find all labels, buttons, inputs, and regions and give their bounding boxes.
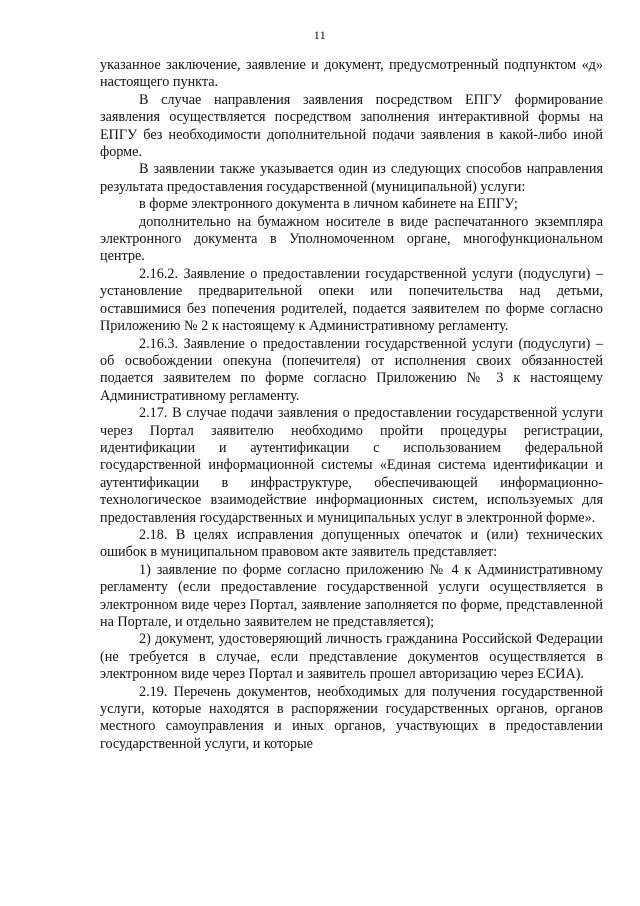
paragraph-2-16-3: 2.16.3. Заявление о предоставлении государственной услуги (подуслуги) – об освобождении опекуна (попечителя) от исполнения своих обязанностей подается заявителем по форме согласно Приложению № 3 к настоящему Административному регламенту. [100, 335, 603, 404]
paragraph-2-18: 2.18. В целях исправления допущенных опечаток и (или) технических ошибок в муниципальном правовом акте заявитель представляет: [100, 526, 603, 561]
paragraph-2-18-item-1: 1) заявление по форме согласно приложению № 4 к Административному регламенту (если предоставление государственной услуги осуществляется в электронном виде через Портал, заявление заполняется по форме, представленной на Портале, и отдельно заявителем не представляется); [100, 561, 603, 630]
paragraph-2-17: 2.17. В случае подачи заявления о предоставлении государственной услуги через Портал заявителю необходимо пройти процедуры регистрации, идентификации и аутентификации с использованием федеральной государственной информационной системы «Единая система идентификации и аутентификации в инфраструктуре, обеспечивающей информационно-технологическое взаимодействие информационных систем, используемых для предоставления государственных и муниципальных услуг в электронной форме». [100, 405, 603, 526]
paragraph-2-19: 2.19. Перечень документов, необходимых для получения государственной услуги, которые находятся в распоряжении государственных органов, органов местного самоуправления и иных органов, участвующих в предоставлении государственной услуги, и которые [100, 683, 603, 752]
paragraph-continuation: указанное заключение, заявление и документ, предусмотренный подпунктом «д» настоящего пункта. [100, 57, 603, 91]
paragraph-2-18-item-2: 2) документ, удостоверяющий личность гражданина Российской Федерации (не требуется в случае, если представление документов осуществляется в электронном виде через Портал и заявитель прошел авторизацию через ЕСИА). [100, 631, 603, 683]
page-number: 11 [313, 28, 327, 42]
paragraph-method-electronic: в форме электронного документа в личном кабинете на ЕПГУ; [139, 196, 518, 213]
paragraph-epgu-submission: В случае направления заявления посредством ЕПГУ формирование заявления осуществляется посредством заполнения интерактивной формы на ЕПГУ без необходимости дополнительной подачи заявления в какой-либо иной форме. [100, 91, 603, 161]
paragraph-result-methods: В заявлении также указывается один из следующих способов направления результата предоставления государственной (муниципальной) услуги: [100, 161, 603, 195]
document-body [100, 57, 603, 753]
paragraph-2-16-2: 2.16.2. Заявление о предоставлении государственной услуги (подуслуги) – установление предварительной опеки или попечительства над детьми, оставшимися без попечения родителей, подается заявителем по форме согласно Приложению № 2 к настоящему к Административному регламенту. [100, 265, 603, 335]
paragraph-method-paper: дополнительно на бумажном носителе в виде распечатанного экземпляра электронного документа в Уполномоченном органе, многофункциональном центре. [100, 213, 603, 265]
